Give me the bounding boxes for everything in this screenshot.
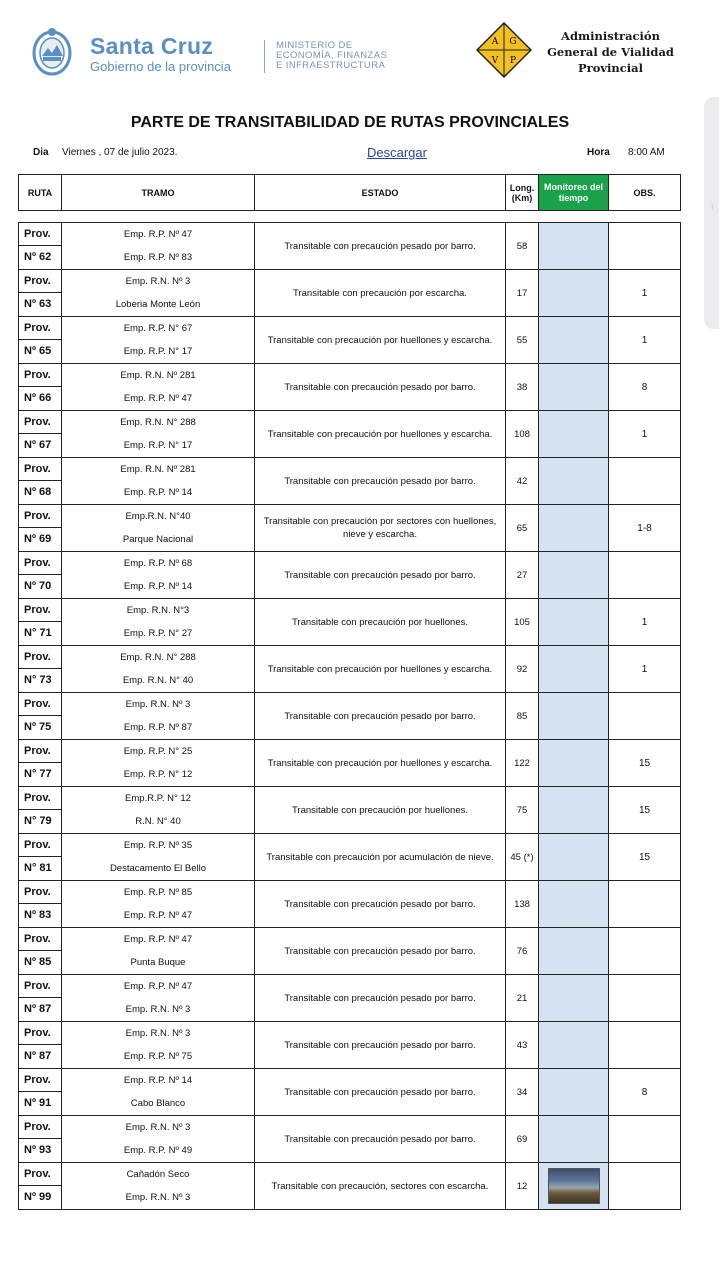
tramo-cell [62, 223, 255, 270]
estado-cell: Transitable con precaución pesado por barro. [255, 364, 506, 411]
agvp-title-line: General de Vialidad [547, 45, 674, 59]
table-row [19, 1022, 681, 1069]
header-monitoreo-line: Monitoreo del [544, 181, 603, 192]
route-prefix: Prov. [19, 1069, 61, 1092]
route-number: N° 81 [24, 862, 52, 874]
route-number: N° 77 [24, 768, 52, 780]
route-prefix: Prov. [19, 975, 61, 998]
obs-cell: 1 [609, 411, 681, 458]
report-title: PARTE DE TRANSITABILIDAD DE RUTAS PROVINCIALES [130, 114, 570, 131]
obs-cell [609, 928, 681, 975]
monitoreo-cell [539, 1116, 609, 1163]
tramo-to: Cabo Blanco [130, 1098, 186, 1109]
tramo-cell [62, 458, 255, 505]
route-prefix: Prov. [19, 740, 61, 763]
table-row [19, 1069, 681, 1116]
length-cell: 65 [506, 505, 539, 552]
agvp-diamond-logo [476, 22, 532, 78]
ministry-line: E INFRAESTRUCTURA [276, 60, 386, 71]
obs-cell [609, 975, 681, 1022]
tramo-cell [62, 317, 255, 364]
table-row [19, 834, 681, 881]
route-cell [19, 787, 62, 834]
estado-cell: Transitable con precaución por escarcha. [255, 270, 506, 317]
header-monitoreo [539, 175, 609, 211]
tramo-from: Emp. R.N. N° 288 [120, 417, 196, 428]
monitoreo-cell [539, 505, 609, 552]
obs-cell [609, 1116, 681, 1163]
header-monitoreo-line: tiempo [558, 192, 589, 203]
tramo-to: Emp. R.P. Nº 47 [123, 910, 193, 921]
tramo-from: Emp. R.P. Nº 14 [123, 1075, 193, 1086]
header-divider [264, 40, 265, 73]
estado-cell: Transitable con precaución pesado por barro. [255, 881, 506, 928]
obs-cell: 1-8 [609, 505, 681, 552]
route-number: N° 73 [24, 674, 52, 686]
obs-cell: 1 [609, 317, 681, 364]
length-cell: 75 [506, 787, 539, 834]
route-cell [19, 834, 62, 881]
tramo-from: Emp. R.N. N° 288 [120, 652, 196, 663]
tramo-cell [62, 646, 255, 693]
route-prefix: Prov. [19, 505, 61, 528]
route-cell [19, 928, 62, 975]
route-cell [19, 364, 62, 411]
obs-cell [609, 693, 681, 740]
obs-cell: 1 [609, 599, 681, 646]
route-cell [19, 317, 62, 364]
table-row [19, 270, 681, 317]
route-prefix: Prov. [19, 223, 61, 246]
weather-camera-thumbnail[interactable] [548, 1168, 600, 1204]
tramo-to: Emp. R.P. N° 17 [123, 346, 193, 357]
tramo-cell [62, 364, 255, 411]
route-number: Nº 63 [24, 298, 52, 310]
route-cell [19, 270, 62, 317]
table-row [19, 1116, 681, 1163]
route-number: N° 79 [24, 815, 52, 827]
route-number: Nº 91 [24, 1097, 52, 1109]
route-prefix: Prov. [19, 411, 61, 434]
length-cell: 58 [506, 223, 539, 270]
monitoreo-cell [539, 975, 609, 1022]
route-prefix: Prov. [19, 458, 61, 481]
header-long-line: Long. [509, 182, 535, 193]
side-scroll-handle[interactable] [704, 97, 719, 329]
header-long [506, 175, 539, 211]
obs-cell: 15 [609, 740, 681, 787]
agvp-letter: P [509, 56, 517, 66]
agvp-title-line: Provincial [578, 61, 643, 75]
tramo-to: Emp. R.N. N° 40 [122, 675, 194, 686]
agvp-letter: V [491, 56, 499, 66]
route-cell [19, 552, 62, 599]
route-number: Nº 68 [24, 486, 52, 498]
route-prefix: Prov. [19, 599, 61, 622]
monitoreo-cell [539, 364, 609, 411]
table-row [19, 458, 681, 505]
length-cell: 55 [506, 317, 539, 364]
length-cell: 45 (*) [506, 834, 539, 881]
route-number: Nº 87 [24, 1003, 52, 1015]
tramo-cell [62, 1022, 255, 1069]
tramo-to: Destacamento El Bello [109, 863, 207, 874]
route-prefix: Prov. [19, 881, 61, 904]
estado-cell: Transitable con precaución por huellones. [255, 787, 506, 834]
tramo-cell [62, 552, 255, 599]
obs-cell: 1 [609, 270, 681, 317]
obs-cell [609, 458, 681, 505]
table-row [19, 1163, 681, 1210]
tramo-to: Emp. R.P. Nº 75 [123, 1051, 193, 1062]
monitoreo-cell [539, 834, 609, 881]
estado-cell: Transitable con precaución pesado por barro. [255, 552, 506, 599]
length-cell: 21 [506, 975, 539, 1022]
route-cell [19, 693, 62, 740]
tramo-from: Emp. R.P. N° 67 [123, 323, 193, 334]
tramo-cell [62, 1163, 255, 1210]
route-prefix: Prov. [19, 646, 61, 669]
tramo-cell [62, 881, 255, 928]
route-number: Nº 69 [24, 533, 52, 545]
route-cell [19, 505, 62, 552]
route-prefix: Prov. [19, 1116, 61, 1139]
estado-cell: Transitable con precaución pesado por barro. [255, 975, 506, 1022]
obs-cell: 15 [609, 834, 681, 881]
obs-cell: 1 [609, 646, 681, 693]
table-row [19, 740, 681, 787]
route-number: Nº 99 [24, 1191, 52, 1203]
header-tramo: TRAMO [62, 175, 255, 211]
route-number: Nº 83 [24, 909, 52, 921]
estado-cell: Transitable con precaución pesado por barro. [255, 1069, 506, 1116]
obs-cell [609, 881, 681, 928]
table-row [19, 975, 681, 1022]
length-cell: 12 [506, 1163, 539, 1210]
obs-cell: 15 [609, 787, 681, 834]
route-prefix: Prov. [19, 364, 61, 387]
tramo-cell [62, 1069, 255, 1116]
tramo-from: Emp. R.P. N° 25 [123, 746, 193, 757]
table-row [19, 881, 681, 928]
length-cell: 122 [506, 740, 539, 787]
monitoreo-cell [539, 787, 609, 834]
monitoreo-cell [539, 1022, 609, 1069]
obs-cell: 8 [609, 1069, 681, 1116]
route-number: N° 71 [24, 627, 52, 639]
document-header [0, 0, 719, 100]
monitoreo-cell [539, 881, 609, 928]
route-cell [19, 1163, 62, 1210]
length-cell: 27 [506, 552, 539, 599]
table-row [19, 693, 681, 740]
tramo-cell [62, 834, 255, 881]
tramo-to: Emp. R.P. N° 12 [123, 769, 193, 780]
route-prefix: Prov. [19, 787, 61, 810]
estado-cell: Transitable con precaución por sectores con huellones, nieve y escarcha. [255, 505, 506, 552]
estado-cell: Transitable con precaución pesado por barro. [255, 1116, 506, 1163]
tramo-to: Emp. R.P. Nº 83 [123, 252, 193, 263]
tramo-to: Punta Buque [130, 957, 186, 968]
tramo-cell [62, 1116, 255, 1163]
length-cell: 17 [506, 270, 539, 317]
agvp-letter: G [509, 37, 517, 47]
route-cell [19, 1116, 62, 1163]
header-estado: ESTADO [255, 175, 506, 211]
header-ruta: RUTA [19, 175, 62, 211]
route-number: Nº 93 [24, 1144, 52, 1156]
length-cell: 42 [506, 458, 539, 505]
table-row [19, 411, 681, 458]
route-prefix: Prov. [19, 552, 61, 575]
report-date: Viernes , 07 de julio 2023. [62, 147, 178, 158]
tramo-cell [62, 975, 255, 1022]
route-number: Nº 70 [24, 580, 52, 592]
monitoreo-cell [539, 1069, 609, 1116]
tramo-from: Emp. R.P. Nº 47 [123, 981, 193, 992]
monitoreo-cell [539, 411, 609, 458]
table-header [18, 174, 681, 211]
tramo-from: Emp. R.N. Nº 3 [125, 276, 191, 287]
tramo-to: R.N. N° 40 [135, 816, 181, 827]
tramo-to: Emp. R.P. Nº 14 [123, 487, 193, 498]
tramo-cell [62, 928, 255, 975]
agvp-title [538, 28, 683, 76]
tramo-from: Emp.R.N. N°40 [125, 511, 191, 522]
tramo-from: Emp. R.P. Nº 47 [123, 934, 193, 945]
table-row [19, 364, 681, 411]
report-time: 8:00 AM [628, 147, 665, 158]
route-cell [19, 881, 62, 928]
table-row [19, 223, 681, 270]
grip-icon: ⁝ [711, 203, 714, 212]
length-cell: 92 [506, 646, 539, 693]
table-row [19, 787, 681, 834]
tramo-cell [62, 411, 255, 458]
route-cell [19, 1022, 62, 1069]
agvp-title-line: Administración [561, 29, 660, 43]
estado-cell: Transitable con precaución por acumulación de nieve. [255, 834, 506, 881]
monitoreo-cell [539, 599, 609, 646]
table-row [19, 646, 681, 693]
route-cell [19, 646, 62, 693]
tramo-to: Loberia Monte León [115, 299, 201, 310]
agvp-letter: A [491, 37, 499, 47]
tramo-from: Cañadón Seco [126, 1169, 190, 1180]
tramo-from: Emp. R.P. Nº 85 [123, 887, 193, 898]
length-cell: 69 [506, 1116, 539, 1163]
monitoreo-cell [539, 223, 609, 270]
estado-cell: Transitable con precaución por huellones y escarcha. [255, 646, 506, 693]
tramo-to: Emp. R.P. N° 17 [123, 440, 193, 451]
table-row [19, 317, 681, 364]
route-prefix: Prov. [19, 317, 61, 340]
estado-cell: Transitable con precaución pesado por barro. [255, 693, 506, 740]
route-cell [19, 458, 62, 505]
tramo-cell [62, 505, 255, 552]
tramo-from: Emp. R.N. Nº 281 [120, 464, 196, 475]
tramo-cell [62, 270, 255, 317]
route-cell [19, 740, 62, 787]
tramo-cell [62, 693, 255, 740]
length-cell: 38 [506, 364, 539, 411]
routes-table [18, 222, 681, 1210]
santa-cruz-crest-icon [28, 26, 76, 78]
route-cell [19, 1069, 62, 1116]
tramo-to: Emp. R.P. Nº 14 [123, 581, 193, 592]
monitoreo-cell [539, 740, 609, 787]
estado-cell: Transitable con precaución por huellones. [255, 599, 506, 646]
tramo-from: Emp. R.P. Nº 47 [123, 229, 193, 240]
ministry-line: MINISTERIO DE [276, 40, 353, 51]
government-subtitle: Gobierno de la provincia [90, 59, 231, 74]
tramo-from: Emp. R.P. Nº 35 [123, 840, 193, 851]
header-long-line: (Km) [511, 192, 533, 203]
length-cell: 34 [506, 1069, 539, 1116]
table-row [19, 599, 681, 646]
length-cell: 76 [506, 928, 539, 975]
length-cell: 43 [506, 1022, 539, 1069]
estado-cell: Transitable con precaución por huellones y escarcha. [255, 740, 506, 787]
estado-cell: Transitable con precaución pesado por barro. [255, 928, 506, 975]
tramo-from: Emp. R.P. Nº 68 [123, 558, 193, 569]
monitoreo-cell [539, 552, 609, 599]
estado-cell: Transitable con precaución pesado por barro. [255, 458, 506, 505]
government-name: Santa Cruz [90, 33, 214, 59]
tramo-to: Emp. R.N. Nº 3 [125, 1192, 191, 1203]
monitoreo-cell [539, 270, 609, 317]
route-number: Nº 75 [24, 721, 52, 733]
tramo-to: Emp. R.P. Nº 49 [123, 1145, 193, 1156]
length-cell: 138 [506, 881, 539, 928]
estado-cell: Transitable con precaución pesado por barro. [255, 1022, 506, 1069]
tramo-to: Emp. R.P. N° 27 [123, 628, 193, 639]
estado-cell: Transitable con precaución por huellones y escarcha. [255, 317, 506, 364]
route-prefix: Prov. [19, 1163, 61, 1186]
ministry-line: ECONOMÍA, FINANZAS [276, 50, 388, 61]
route-cell [19, 411, 62, 458]
route-prefix: Prov. [19, 693, 61, 716]
monitoreo-cell [539, 458, 609, 505]
estado-cell: Transitable con precaución pesado por barro. [255, 223, 506, 270]
table-row [19, 552, 681, 599]
tramo-to: Emp. R.P. Nº 47 [123, 393, 193, 404]
monitoreo-cell [539, 693, 609, 740]
monitoreo-cell [539, 928, 609, 975]
route-number: Nº 85 [24, 956, 52, 968]
tramo-from: Emp. R.N. Nº 3 [125, 1122, 191, 1133]
route-prefix: Prov. [19, 1022, 61, 1045]
tramo-cell [62, 599, 255, 646]
ministry-name [276, 41, 387, 71]
obs-cell [609, 1163, 681, 1210]
route-number: Nº 65 [24, 345, 52, 357]
tramo-to: Emp. R.P. Nº 87 [123, 722, 193, 733]
tramo-from: Emp. R.N. Nº 3 [125, 699, 191, 710]
tramo-from: Emp. R.N. Nº 281 [120, 370, 196, 381]
route-number: Nº 66 [24, 392, 52, 404]
route-prefix: Prov. [19, 928, 61, 951]
tramo-from: Emp. R.N. Nº 3 [125, 1028, 191, 1039]
tramo-cell [62, 740, 255, 787]
obs-cell: 8 [609, 364, 681, 411]
monitoreo-cell [539, 646, 609, 693]
tramo-from: Emp.R.P. N° 12 [125, 793, 191, 804]
route-number: Nº 87 [24, 1050, 52, 1062]
route-prefix: Prov. [19, 834, 61, 857]
route-number: Nº 62 [24, 251, 52, 263]
obs-cell [609, 552, 681, 599]
hora-label: Hora [587, 147, 610, 158]
tramo-to: Emp. R.N. Nº 3 [125, 1004, 191, 1015]
route-number: Nº 67 [24, 439, 52, 451]
route-cell [19, 975, 62, 1022]
obs-cell [609, 223, 681, 270]
route-prefix: Prov. [19, 270, 61, 293]
monitoreo-cell [539, 1163, 609, 1210]
length-cell: 105 [506, 599, 539, 646]
tramo-to: Parque Nacional [122, 534, 194, 545]
table-row [19, 928, 681, 975]
download-link[interactable]: Descargar [367, 145, 427, 160]
header-obs: OBS. [609, 175, 681, 211]
table-row [19, 505, 681, 552]
tramo-from: Emp. R.N. N°3 [126, 605, 190, 616]
length-cell: 108 [506, 411, 539, 458]
route-cell [19, 599, 62, 646]
dia-label: Dia [33, 147, 49, 158]
estado-cell: Transitable con precaución por huellones y escarcha. [255, 411, 506, 458]
estado-cell: Transitable con precaución, sectores con escarcha. [255, 1163, 506, 1210]
monitoreo-cell [539, 317, 609, 364]
obs-cell [609, 1022, 681, 1069]
tramo-cell [62, 787, 255, 834]
length-cell: 85 [506, 693, 539, 740]
route-cell [19, 223, 62, 270]
